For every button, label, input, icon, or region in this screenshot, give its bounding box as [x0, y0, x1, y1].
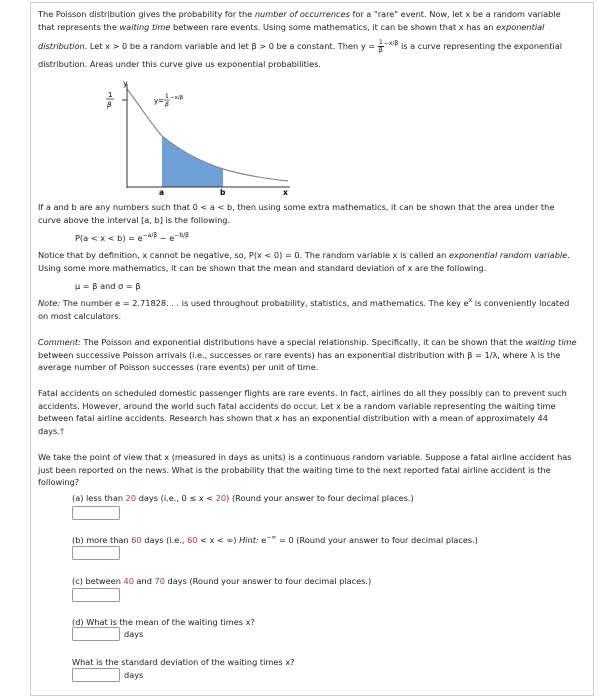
- note-paragraph: Note: The number e = 2.71828. . . is used throughout probability, statistics, and mathematics. The key $e^x$ is conveniently located on most calculators.: [38, 297, 570, 321]
- answer-e-input[interactable]: [72, 668, 120, 682]
- intro-paragraph-3: distribution. Areas under this curve give us exponential probabilities.: [38, 59, 322, 69]
- y-tick-den: β: [107, 101, 112, 109]
- question-d-text: (d) What is the mean of the waiting times x?: [72, 617, 255, 627]
- answer-e-unit: days: [124, 670, 144, 680]
- label-b: b: [220, 188, 226, 197]
- curve-label-den: β: [165, 101, 169, 108]
- notice-paragraph: Notice that by definition, x cannot be negative, so, P(x < 0) = 0. The random variable x is called an exponential random variable. Using some more mathematics, it can be shown that the mean and standard deviation of x are the following.: [38, 250, 570, 273]
- question-b-text: (b) more than 60 days (i.e., 60 < x < ∞) Hint: e−∞ = 0 (Round your answer to four decimal places.): [72, 534, 478, 545]
- question-intro: We take the point of view that x (measured in days as units) is a continuous random variable. Suppose a fatal airline accident has just been reported on the news. What is the probability that the waiting time to the next reported fatal airline accident is the following?: [38, 452, 572, 488]
- mean-sd-formula: μ = β and σ = β: [75, 281, 141, 291]
- question-a-text: (a) less than 20 days (i.e., 0 ≤ x < 20) (Round your answer to four decimal places.): [72, 493, 414, 503]
- area-formula: $P(a < x < b) = e^{-a/\beta} - e^{-b/\beta}$: [75, 232, 189, 243]
- y-tick-num: 1: [108, 91, 113, 99]
- answer-a-input[interactable]: [72, 506, 120, 520]
- label-a: a: [159, 188, 165, 197]
- comment-paragraph: Comment: The Poisson and exponential distributions have a special relationship. Specifically, it can be shown that the waiting time between successive Poisson arrivals (i.e., successes or rare events) has an exponential distribution with β = 1/λ, where λ is the average number of Poisson successes (rare events) per unit of time.: [38, 337, 577, 373]
- y-axis-label: y: [123, 79, 128, 88]
- curve-label-num: 1: [165, 93, 169, 100]
- question-e-text: What is the standard deviation of the waiting times x?: [72, 657, 295, 667]
- fatal-paragraph: Fatal accidents on scheduled domestic passenger flights are rare events. In fact, airlines do all they possibly can to prevent such accidents. However, around the world such fatal accidents do occur. Let x be a random variable representing the waiting time between fatal airline accidents. Research has shown that x has an exponential distribution with a mean of approximately 44 days.†: [38, 388, 567, 436]
- answer-d-input[interactable]: [72, 627, 120, 641]
- intro-paragraph: The Poisson distribution gives the probability for the number of occurrences for a "rare" event. Now, let x be a random variable that represents the waiting time between rare events. Using some mathematics, it can be shown that x has an exponential: [38, 9, 561, 32]
- answer-d-unit: days: [124, 629, 144, 639]
- answer-b-input[interactable]: [72, 546, 120, 560]
- curve-label: y=: [154, 97, 165, 105]
- question-c-text: (c) between 40 and 70 days (Round your answer to four decimal places.): [72, 576, 372, 586]
- curve-label-exp: −x/β: [170, 95, 184, 101]
- exponential-graph: [100, 78, 300, 198]
- formula-fraction: $\frac{1}{\beta}$: [378, 38, 383, 54]
- area-paragraph: If a and b are any numbers such that 0 < a < b, then using some extra mathematics, it can be shown that the area under the curve above the interval [a, b] is the following.: [38, 202, 555, 225]
- x-axis-label: x: [283, 188, 288, 197]
- intro-paragraph-2: distribution. Let x > 0 be a random variable and let β > 0 be a constant. Then y = $\frac{1}{\beta}$ $^{-x/\beta}$ is a curve representing the exponential: [38, 38, 563, 54]
- answer-c-input[interactable]: [72, 588, 120, 602]
